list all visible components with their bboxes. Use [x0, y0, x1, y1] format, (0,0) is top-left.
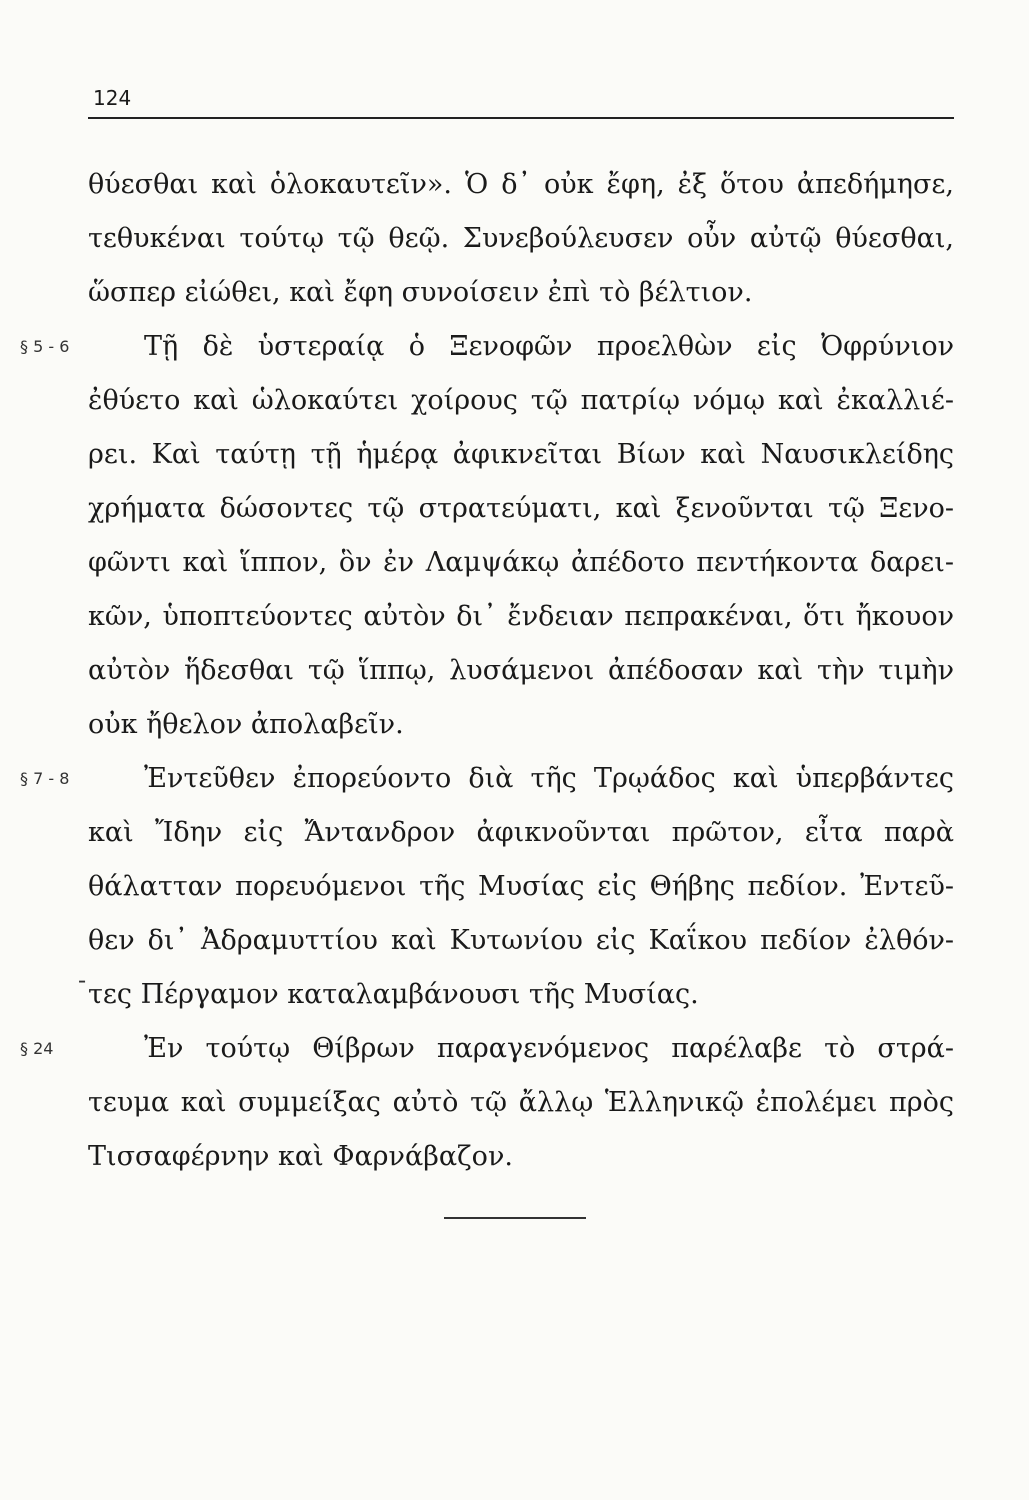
text-line: θύεσθαι καὶ ὁλοκαυτεῖν». Ὁ δ᾽ οὐκ ἔφη, ἐξ ὅτου ἀπεδήμησε, [88, 169, 954, 200]
text-line: τεθυκέναι τούτῳ τῷ θεῷ. Συνεβούλευσεν οὖν αὐτῷ θύεσθαι, [88, 223, 954, 254]
text-line: ὥσπερ εἰώθει, καὶ ἔφη συνοίσειν ἐπὶ τὸ βέλτιον. [88, 277, 753, 308]
text-line: θεν δι᾽ Ἀδραμυττίου καὶ Κυτωνίου εἰς Καΐκου πεδίον ἐλθόν- [88, 925, 954, 956]
text-line: χρήματα δώσοντες τῷ στρατεύματι, καὶ ξενοῦνται τῷ Ξενο- [88, 493, 954, 524]
text-line: Ἐν τούτῳ Θίβρων παραγενόμενος παρέλαβε τὸ στρά- [144, 1033, 954, 1064]
paragraph-start-line [20, 320, 954, 374]
end-dash: - [78, 966, 87, 994]
text-line: κῶν, ὑποπτεύοντες αὐτὸν δι᾽ ἔνδειαν πεπρακέναι, ὅτι ἤκουον [88, 601, 954, 632]
text-line: αὐτὸν ἥδεσθαι τῷ ἵππῳ, λυσάμενοι ἀπέδοσαν καὶ τὴν τιμὴν [88, 655, 954, 686]
section-marker: § 7 - 8 [20, 769, 70, 788]
text-line: φῶντι καὶ ἵππον, ὃν ἐν Λαμψάκῳ ἀπέδοτο πεντήκοντα δαρει- [88, 547, 954, 578]
bottom-rule [444, 1217, 586, 1219]
text-line: τες Πέργαμον καταλαμβάνουσι τῆς Μυσίας. [88, 979, 699, 1010]
text-line: Ἐντεῦθεν ἐπορεύοντο διὰ τῆς Τρῳάδος καὶ ὑπερβάντες [144, 763, 954, 794]
text-line: ἐθύετο καὶ ὡλοκαύτει χοίρους τῷ πατρίῳ νόμῳ καὶ ἐκαλλιέ- [88, 385, 954, 416]
text-line: τευμα καὶ συμμείξας αὐτὸ τῷ ἄλλῳ Ἑλληνικῷ ἐπολέμει πρὸς [88, 1087, 954, 1118]
paragraph-start-line [20, 1022, 954, 1076]
section-marker: § 5 - 6 [20, 337, 70, 356]
text-line: Τῇ δὲ ὑστεραίᾳ ὁ Ξενοφῶν προελθὼν εἰς Ὀφρύνιον [144, 331, 954, 362]
header-rule [88, 117, 954, 119]
page-number: 124 [93, 86, 132, 110]
text-line: ρει. Καὶ ταύτῃ τῇ ἡμέρᾳ ἀφικνεῖται Βίων καὶ Ναυσικλείδης [88, 439, 954, 470]
paragraph-start-line [20, 752, 954, 806]
text-line: Τισσαφέρνην καὶ Φαρνάβαζον. [88, 1141, 513, 1172]
section-marker: § 24 [20, 1039, 54, 1058]
text-line: οὐκ ἤθελον ἀπολαβεῖν. [88, 709, 404, 740]
text-line: καὶ Ἴδην εἰς Ἄντανδρον ἀφικνοῦνται πρῶτον, εἶτα παρὰ [88, 817, 954, 848]
text-line: θάλατταν πορευόμενοι τῆς Μυσίας εἰς Θήβης πεδίον. Ἐντεῦ- [88, 871, 954, 902]
body-text [20, 158, 954, 1184]
